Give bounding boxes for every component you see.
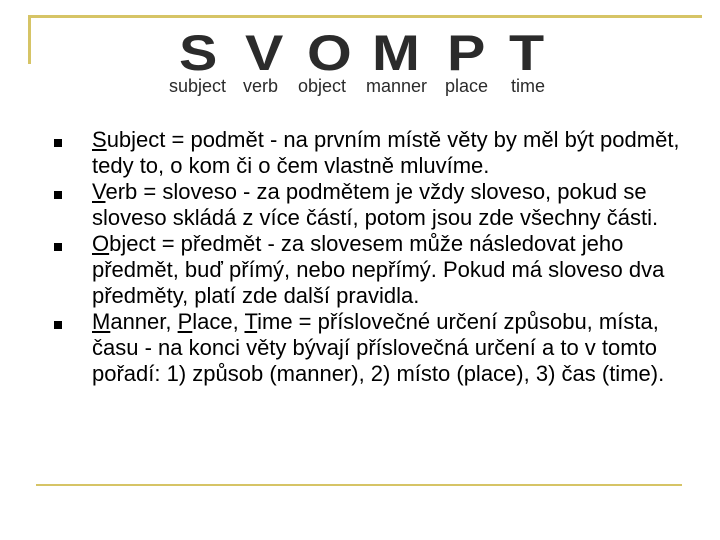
list-item (50, 179, 690, 231)
list-item (50, 231, 690, 309)
bullet-initial: M (92, 309, 111, 334)
square-bullet-icon (54, 321, 62, 329)
bullet-body: bject = předmět - za slovesem může následovat jeho předmět, buď přímý, nebo nepřímý. Pokud má sloveso dva předměty, platí zde další pravidla. (92, 231, 665, 308)
left-frame-line (28, 16, 31, 64)
bullet-body: ime = příslovečné určení způsobu, místa, času - na konci věty bývají příslovečná určení a to v tomto pořadí: 1) způsob (manner), 2) místo (place), 3) čas (time). (92, 309, 665, 386)
list-item (50, 309, 690, 387)
logo-letter-m: M (372, 25, 420, 81)
svompt-logo (167, 25, 553, 100)
bullet-initial: T (244, 309, 258, 334)
logo-letter-v: V (245, 25, 284, 81)
logo-word-verb: verb (243, 76, 279, 96)
logo-word-subject: subject (169, 76, 227, 96)
bullet-text (92, 309, 682, 387)
top-frame-line (28, 15, 702, 18)
square-bullet-icon (54, 139, 62, 147)
bullet-initial: V (92, 179, 106, 204)
bottom-frame-line (36, 484, 682, 486)
bullet-text (92, 231, 682, 309)
logo-word-manner: manner (366, 76, 428, 96)
bullet-text (92, 179, 682, 231)
list-item (50, 127, 690, 179)
bullet-text (92, 127, 682, 179)
logo-word-object: object (298, 76, 347, 96)
logo-letter-t: T (509, 25, 545, 81)
bullet-initial: S (92, 127, 107, 152)
bullet-initial: P (177, 309, 193, 334)
square-bullet-icon (54, 243, 62, 251)
bullet-body: anner, (110, 309, 178, 334)
bullet-body: lace, (192, 309, 245, 334)
bullet-list (50, 127, 690, 387)
square-bullet-icon (54, 191, 62, 199)
bullet-initial: O (92, 231, 110, 256)
bullet-body: erb = sloveso - za podmětem je vždy sloveso, pokud se sloveso skládá z více částí, potom jsou zde všechny části. (92, 179, 659, 230)
bullet-body: ubject = podmět - na prvním místě věty by měl být podmět, tedy to, o kom či o čem vlastně mluvíme. (92, 127, 680, 178)
logo-word-place: place (445, 76, 489, 96)
logo-letter-o: O (307, 25, 352, 81)
logo-letter-s: S (179, 25, 218, 81)
logo-word-time: time (511, 76, 546, 96)
logo-letter-p: P (447, 25, 486, 81)
